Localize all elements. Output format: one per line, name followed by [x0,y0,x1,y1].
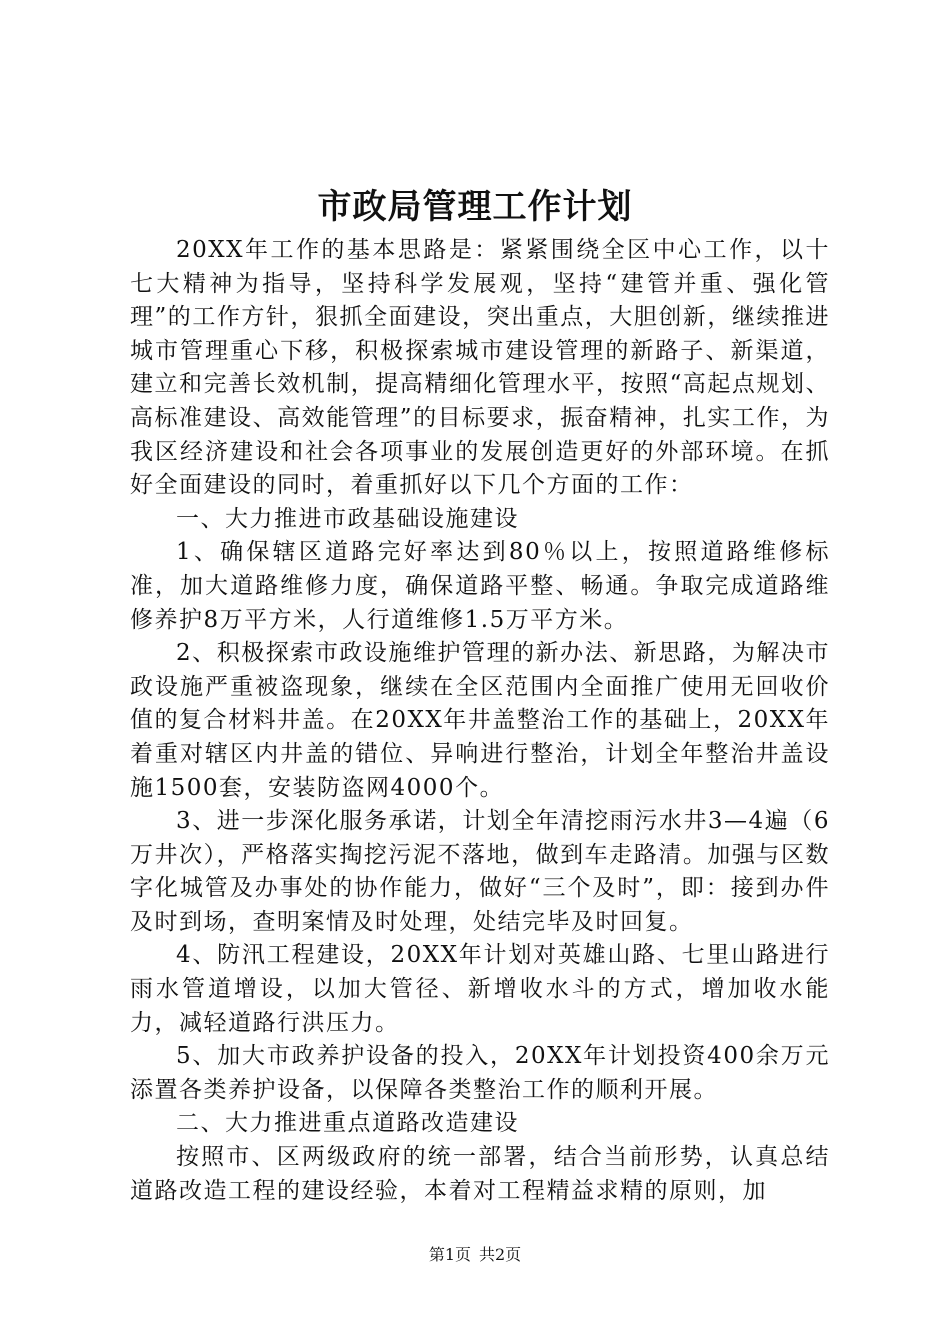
paragraph-item-1: 1、确保辖区道路完好率达到80％以上，按照道路维修标准，加大道路维修力度，确保道路平整、畅通。争取完成道路维修养护8万平方米，人行道维修1.5万平方米。 [130,539,830,633]
page-number-current: 第1页 [428,1245,471,1264]
paragraph-item-2: 2、积极探索市政设施维护管理的新办法、新思路，为解决市政设施严重被盗现象，继续在全区范围内全面推广使用无回收价值的复合材料井盖。在20XX年井盖整治工作的基础上，20XX年着重对辖区内井盖的错位、异响进行整治，计划全年整治井盖设施1500套，安装防盗网4000个。 [130,640,830,801]
paragraph-section-2-intro: 按照市、区两级政府的统一部署，结合当前形势，认真总结道路改造工程的建设经验，本着对工程精益求精的原则，加 [130,1144,830,1204]
page-number-total: 共2页 [479,1245,522,1264]
document-title: 市政局管理工作计划 [317,187,633,227]
paragraph-intro: 20XX年工作的基本思路是：紧紧围绕全区中心工作，以十七大精神为指导，坚持科学发展观，坚持“建管并重、强化管理”的工作方针，狠抓全面建设，突出重点，大胆创新，继续推进城市管理重心下移，积极探索城市建设管理的新路子、新渠道，建立和完善长效机制，提高精细化管理水平，按照“高起点规划、高标准建设、高效能管理”的目标要求，振奋精神，扎实工作，为我区经济建设和社会各项事业的发展创造更好的外部环境。在抓好全面建设的同时，着重抓好以下几个方面的工作： [130,237,830,499]
section-heading-1: 一、大力推进市政基础设施建设 [176,505,519,532]
document-body [130,234,830,1208]
page-footer [0,1244,950,1266]
paragraph-item-4: 4、防汛工程建设，20XX年计划对英雄山路、七里山路进行雨水管道增设，以加大管径、新增收水斗的方式，增加收水能力，减轻道路行洪压力。 [130,942,830,1036]
paragraph-item-5: 5、加大市政养护设备的投入，20XX年计划投资400余万元添置各类养护设备，以保障各类整治工作的顺利开展。 [130,1043,830,1103]
paragraph-item-3: 3、进一步深化服务承诺，计划全年清挖雨污水井3—4遍（6万井次），严格落实掏挖污泥不落地，做到车走路清。加强与区数字化城管及办事处的协作能力，做好“三个及时”，即：接到办件及时到场，查明案情及时处理，处结完毕及时回复。 [130,808,830,935]
section-heading-2: 二、大力推进重点道路改造建设 [176,1110,519,1137]
